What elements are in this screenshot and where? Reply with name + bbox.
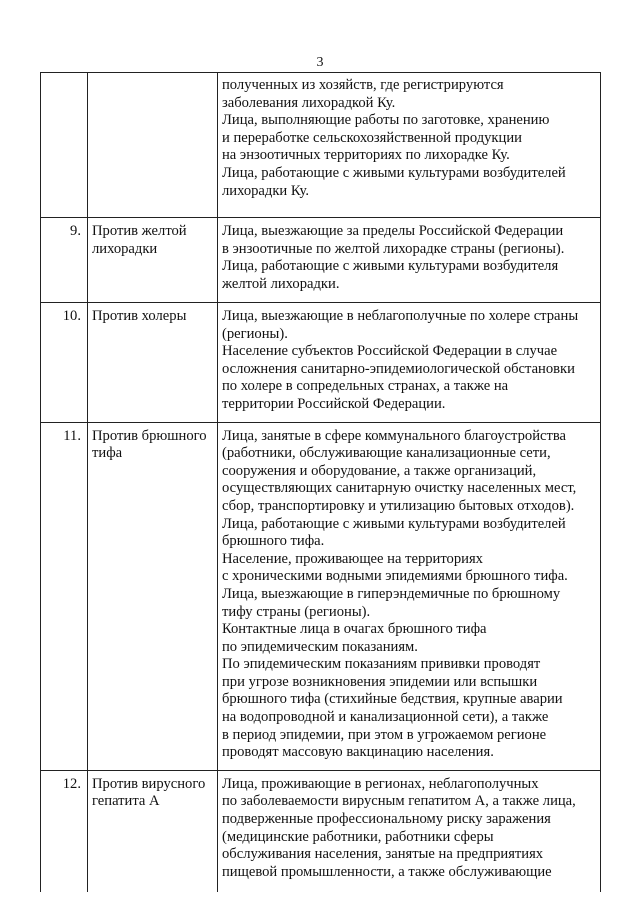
desc-line: Лица, выезжающие за пределы Российской Федерации (222, 223, 564, 239)
name-line: гепатита А (92, 793, 160, 810)
row-number: 9. (41, 218, 88, 303)
desc-line: в период эпидемии, при этом в угрожаемом регионе (222, 726, 547, 743)
target-groups (218, 303, 601, 423)
name-line: лихорадки (92, 240, 158, 257)
desc-line: при угрозе возникновения эпидемии или вспышки (222, 673, 538, 690)
desc-line: Население, проживающее на территориях (222, 550, 483, 567)
desc-line: Лица, выполняющие работы по заготовке, хранению (222, 112, 550, 129)
desc-line: тифу страны (регионы). (222, 603, 371, 620)
row-number (41, 73, 88, 218)
desc-line: обслуживания населения, занятые на предприятиях (222, 846, 544, 863)
desc-line: Лица, выезжающие в неблагополучные по холере страны (222, 308, 579, 324)
desc-line: (регионы). (222, 325, 288, 342)
table-row-cholera (41, 303, 601, 423)
desc-line: по эпидемическим показаниям. (222, 638, 418, 655)
desc-line: на энзоотичных территориях по лихорадке Ку. (222, 147, 510, 164)
desc-line: заболевания лихорадкой Ку. (222, 94, 396, 111)
desc-line: лихорадки Ку. (222, 182, 309, 199)
desc-line: и переработке сельскохозяйственной продукции (222, 129, 522, 146)
name-line: Против брюшного (92, 427, 207, 444)
desc-line: Лица, проживающие в регионах, неблагополучных (222, 775, 539, 792)
desc-line: по заболеваемости вирусным гепатитом А, а также лица, (222, 793, 576, 810)
row-number: 12. (41, 770, 88, 892)
desc-line: на водопроводной и канализационной сети), а также (222, 709, 549, 726)
desc-line: Лица, работающие с живыми культурами возбудителя (222, 258, 559, 275)
desc-line: осуществляющих санитарную очистку населенных мест, (222, 480, 577, 497)
desc-line: брюшного тифа (стихийные бедствия, крупные аварии (222, 691, 563, 708)
desc-line: по холере в сопредельных странах, а также на (222, 378, 509, 395)
table-row-typhoid (41, 422, 601, 770)
vaccine-name (88, 218, 218, 303)
name-line: тифа (92, 445, 123, 462)
desc-line: Контактные лица в очагах брюшного тифа (222, 621, 487, 638)
target-groups (218, 422, 601, 770)
desc-line: подверженные профессиональному риску заражения (222, 811, 551, 828)
desc-line: (работники, обслуживающие канализационные сети, (222, 445, 551, 462)
name-line: Против желтой (92, 223, 187, 239)
vaccine-name (88, 770, 218, 892)
target-groups (218, 770, 601, 892)
desc-line: с хроническими водными эпидемиями брюшного тифа. (222, 568, 568, 585)
vaccine-name (88, 422, 218, 770)
name-line: Против вирусного (92, 775, 206, 792)
desc-line: Лица, занятые в сфере коммунального благоустройства (222, 427, 567, 444)
target-groups (218, 218, 601, 303)
desc-line: брюшного тифа. (222, 533, 325, 550)
desc-line: (медицинские работники, работники сферы (222, 828, 494, 845)
vaccination-table (40, 72, 601, 892)
vaccine-name (88, 73, 218, 218)
desc-line: Лица, работающие с живыми культурами возбудителей (222, 515, 566, 532)
desc-line: Лица, работающие с живыми культурами возбудителей (222, 164, 566, 181)
desc-line: Население субъектов Российской Федерации в случае (222, 343, 558, 360)
desc-line: сбор, транспортировку и утилизацию бытовых отходов). (222, 497, 575, 514)
desc-line: полученных из хозяйств, где регистрируются (222, 77, 504, 93)
desc-line: По эпидемическим показаниям прививки проводят (222, 656, 541, 673)
name-line: Против холеры (92, 308, 187, 324)
desc-line: сооружения и оборудование, а также организаций, (222, 462, 537, 479)
table-row-hepatitis-a (41, 770, 601, 892)
target-groups (218, 73, 601, 218)
table-row-yellow-fever (41, 218, 601, 303)
page-number: 3 (316, 55, 324, 70)
table-row-continuation (41, 73, 601, 218)
vaccination-table-body (41, 73, 601, 892)
desc-line: проводят массовую вакцинацию населения. (222, 744, 494, 761)
desc-line: пищевой промышленности, а также обслуживающие (222, 863, 552, 880)
desc-line: в энзоотичные по желтой лихорадке страны (регионы). (222, 240, 565, 257)
desc-line: желтой лихорадки. (222, 275, 340, 292)
desc-line: Лица, выезжающие в гиперэндемичные по брюшному (222, 585, 561, 602)
row-number: 10. (41, 303, 88, 423)
desc-line: осложнения санитарно-эпидемиологической обстановки (222, 360, 575, 377)
row-number: 11. (41, 422, 88, 770)
desc-line: территории Российской Федерации. (222, 395, 446, 412)
vaccine-name (88, 303, 218, 423)
